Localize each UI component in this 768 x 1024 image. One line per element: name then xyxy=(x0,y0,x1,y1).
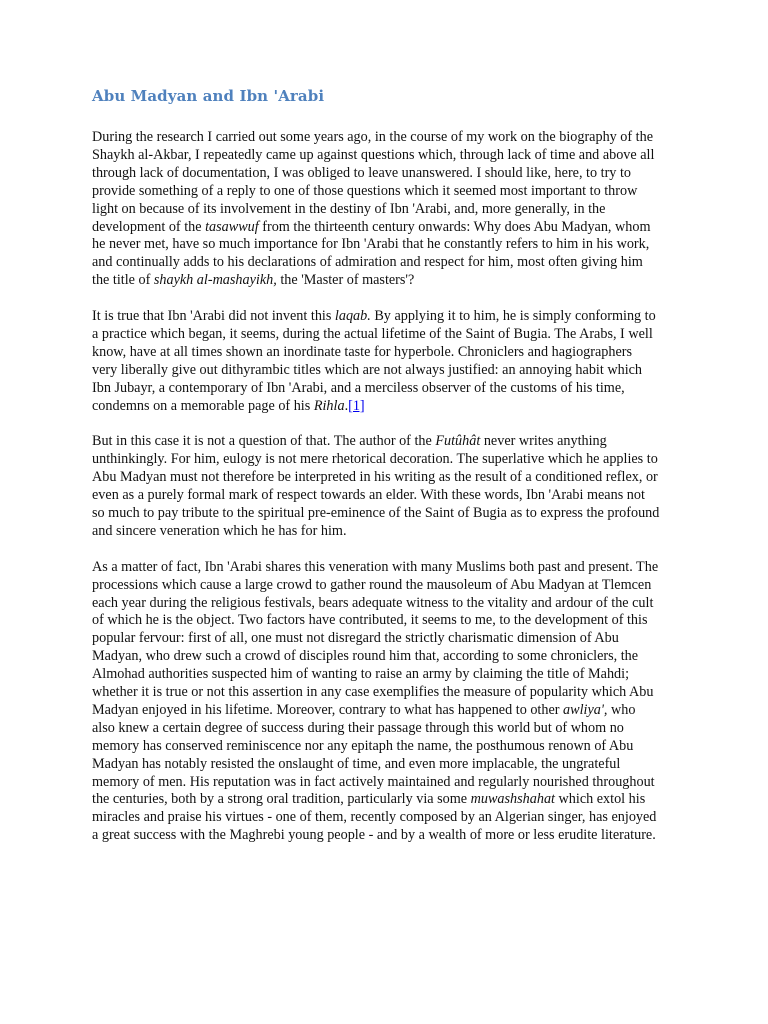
paragraph-2-text-a: It is true that Ibn 'Arabi did not invent this xyxy=(92,308,335,325)
paragraph-3-italic-futuhat: Futûhât xyxy=(435,433,481,450)
paragraph-4-text-a: As a matter of fact, Ibn 'Arabi shares this veneration with many Muslims both past and present. The processions which cause a large crowd to gather round the mausoleum of Abu Madyan at Tlemcen each year during the religious festivals, bears adequate witness to the vitality and ardour of the cult of which he is the object. Two factors have contributed, it seems to me, to the development of this popular fervour: first of all, one must not disregard the strictly charismatic dimension of Abu Madyan, who drew such a crowd of disciples round him that, according to some chroniclers, the Almohad authorities suspected him of wanting to raise an army by claiming the title of Mahdi; whether it is true or not this assertion in any case exemplifies the measure of popularity which Abu Madyan enjoyed in his lifetime. Moreover, contrary to what has happened to other xyxy=(92,558,659,718)
paragraph-2 xyxy=(92,308,660,415)
footnote-link-1[interactable]: [1] xyxy=(348,397,365,414)
paragraph-3 xyxy=(92,433,660,540)
paragraph-4-text-c: which extol his miracles and praise his virtues - one of them, recently composed by an Algerian singer, has enjoyed a great success with the Maghrebi young people - and by a wealth of more or less erudite literature. xyxy=(92,791,657,844)
paragraph-1-text-c: the 'Master of masters'? xyxy=(276,272,415,289)
paragraph-4-italic-awliya: awliya', xyxy=(563,701,608,718)
paragraph-4-text-b: who also knew a certain degree of success during their passage through this world but of whom no memory has conserved reminiscence nor any epitaph the name, the posthumous renown of Abu Madyan has notably resisted the onslaught of time, and even more implacable, the ungrateful memory of men. His reputation was in fact actively maintained and regularly nourished throughout the centuries, both by a strong oral tradition, particularly via some xyxy=(92,701,655,808)
paragraph-2-text-c: . xyxy=(344,397,349,414)
paragraph-1-text-b: from the thirteenth century onwards: Why does Abu Madyan, whom he never met, have so much importance for Ibn 'Arabi that he constantly refers to him in his work, and continually adds to his declarations of admiration and respect for him, most often giving him the title of xyxy=(92,218,651,289)
paragraph-3-text-a: But in this case it is not a question of that. The author of the xyxy=(92,433,436,450)
paragraph-1-text-a: During the research I carried out some years ago, in the course of my work on the biography of the Shaykh al-Akbar, I repeatedly came up against questions which, through lack of time and above all through lack of documentation, I was obliged to leave unanswered. I should like, here, to try to provide something of a reply to one of those questions which it seemed most important to throw light on because of its involvement in the destiny of Ibn 'Arabi, and, more generally, in the development of the xyxy=(92,129,655,235)
paragraph-1 xyxy=(92,129,660,290)
document-title: Abu Madyan and Ibn 'Arabi xyxy=(92,87,325,105)
document-page xyxy=(92,86,660,863)
paragraph-1-italic-shaykh: shaykh al-mashayikh, xyxy=(153,272,277,289)
paragraph-2-italic-rihla: Rihla xyxy=(313,397,345,414)
paragraph-2-text-b: By applying it to him, he is simply conforming to a practice which began, it seems, during the actual lifetime of the Saint of Bugia. The Arabs, I well know, have at all times shown an inordinate taste for hyperbole. Chroniclers and hagiographers very liberally give out dithyrambic titles which are not always justified: an annoying habit which Ibn Jubayr, a contemporary of Ibn 'Arabi, and a merciless observer of the customs of his time, condemns on a memorable page of his xyxy=(92,308,656,414)
paragraph-3-text-b: never writes anything unthinkingly. For him, eulogy is not mere rhetorical decoration. The superlative which he applies to Abu Madyan must not therefore be interpreted in his writing as the result of a conditioned reflex, or even as a purely formal mark of respect towards an elder. With these words, Ibn 'Arabi means not so much to pay tribute to the spiritual pre-eminence of the Saint of Bugia as to express the profound and sincere veneration which he has for him. xyxy=(92,433,660,539)
paragraph-1-italic-tasawwuf: tasawwuf xyxy=(205,218,259,235)
paragraph-2-italic-laqab: laqab. xyxy=(334,308,371,325)
paragraph-4 xyxy=(92,559,660,846)
paragraph-4-italic-muwashshahat: muwashshahat xyxy=(470,791,555,808)
